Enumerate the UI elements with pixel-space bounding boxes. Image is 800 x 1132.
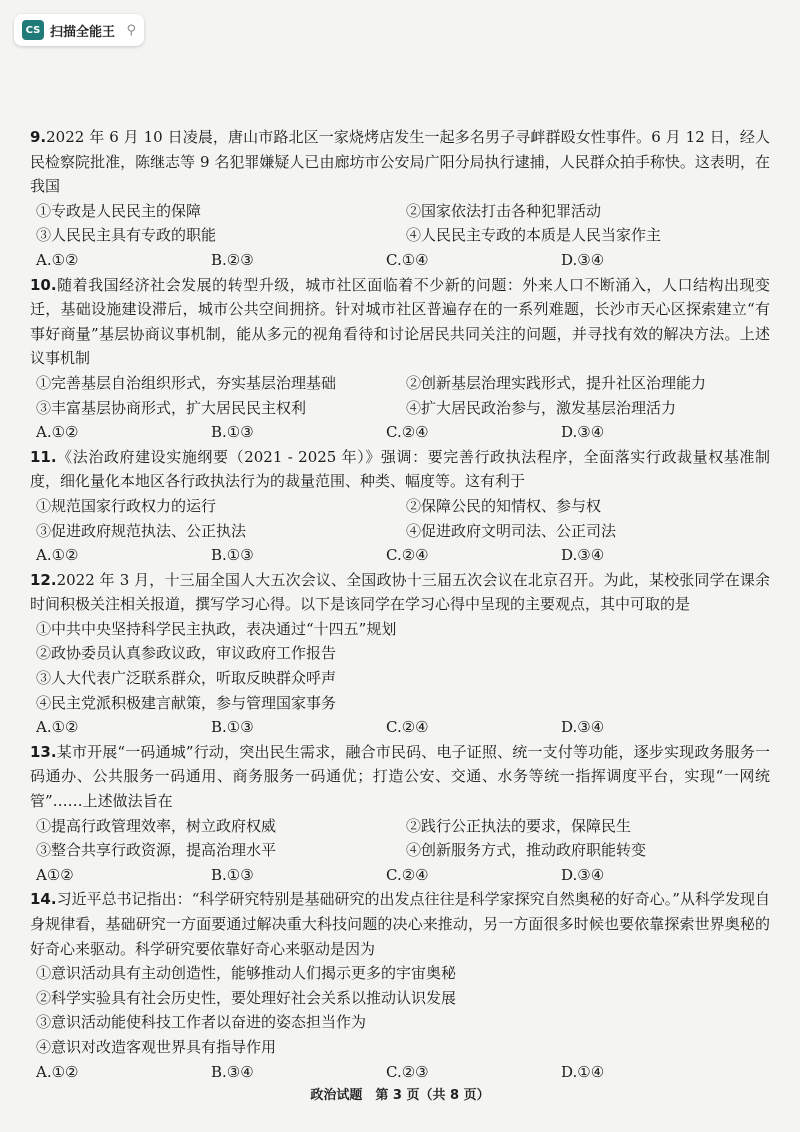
option-a: A.①② xyxy=(36,250,79,269)
option-d: D.③④ xyxy=(561,546,605,565)
option-c: C.②③ xyxy=(386,1062,429,1081)
scanner-watermark-badge xyxy=(14,14,144,46)
question-10 xyxy=(30,273,770,445)
statement-3: ③意识活动能使科技工作者以奋进的姿态担当作为 xyxy=(36,1013,367,1032)
statement-1: ①提高行政管理效率，树立政府权威 xyxy=(36,816,277,835)
question-text: 2022 年 3 月，十三届全国人大五次会议、全国政协十三届五次会议在北京召开。为此，某校张同学在课余时间积极关注相关报道，撰写学习心得。以下是该同学在学习心得中呈现的主要观点，其中可取的是 xyxy=(30,570,770,614)
option-c: C.②④ xyxy=(386,423,429,442)
option-b: B.①③ xyxy=(211,718,254,737)
question-number: 11. xyxy=(30,447,57,466)
search-icon[interactable]: ⚲ xyxy=(126,22,136,38)
option-b: B.①③ xyxy=(211,546,254,565)
statement-4: ④扩大居民政治参与，激发基层治理活力 xyxy=(406,398,677,417)
question-text: 某市开展“一码通城”行动，突出民生需求，融合市民码、电子证照、统一支付等功能，逐步实现政务服务一码通办、公共服务一码通用、商务服务一码通优；打造公安、交通、水务等统一指挥调度平台，实现“一网统管”……上述做法旨在 xyxy=(30,742,770,811)
statement-4: ④民主党派积极建言献策，参与管理国家事务 xyxy=(36,693,337,712)
statement-2: ②政协委员认真参政议政，审议政府工作报告 xyxy=(36,644,337,663)
statement-3: ③丰富基层协商形式，扩大居民民主权利 xyxy=(36,398,307,417)
question-stem xyxy=(30,125,770,199)
statement-3: ③人民民主具有专政的职能 xyxy=(36,226,217,245)
question-stem xyxy=(30,740,770,814)
option-d: D.①④ xyxy=(561,1062,605,1081)
statement-3: ③整合共享行政资源，提高治理水平 xyxy=(36,841,277,860)
page-footer: 政治试题 第 3 页（共 8 页） xyxy=(310,1088,490,1103)
statement-3: ③人大代表广泛联系群众，听取反映群众呼声 xyxy=(36,669,337,688)
question-11 xyxy=(30,445,770,568)
option-c: C.②④ xyxy=(386,865,429,884)
scanner-app-name: 扫描全能王 xyxy=(50,24,116,40)
question-text: 随着我国经济社会发展的转型升级，城市社区面临着不少新的问题：外来人口不断涌入，人口结构出现变迁，基础设施建设滞后，城市公共空间拥挤。针对城市社区普遍存在的一系列难题，长沙市天心区探索建立“有事好商量”基层协商议事机制，能从多元的视角看待和讨论居民共同关注的问题，并寻找有效的解决方法。上述议事机制 xyxy=(30,275,770,368)
statement-4: ④促进政府文明司法、公正司法 xyxy=(406,521,617,540)
statement-1: ①专政是人民民主的保障 xyxy=(36,201,202,220)
statement-4: ④人民民主专政的本质是人民当家作主 xyxy=(406,226,662,245)
question-stem xyxy=(30,568,770,617)
statement-2: ②践行公正执法的要求，保障民生 xyxy=(406,816,632,835)
option-c: C.①④ xyxy=(386,250,429,269)
statement-2: ②国家依法打击各种犯罪活动 xyxy=(406,201,602,220)
statement-4: ④意识对改造客观世界具有指导作用 xyxy=(36,1037,277,1056)
question-number: 14. xyxy=(30,890,57,909)
option-d: D.③④ xyxy=(561,250,605,269)
option-a: A.①② xyxy=(36,718,79,737)
option-d: D.③④ xyxy=(561,423,605,442)
question-12 xyxy=(30,568,770,740)
statement-1: ①完善基层自治组织形式，夯实基层治理基础 xyxy=(36,373,337,392)
option-a: A.①② xyxy=(36,546,79,565)
question-stem xyxy=(30,273,770,371)
option-a: A.①② xyxy=(36,1062,79,1081)
question-stem xyxy=(30,887,770,961)
option-b: B.②③ xyxy=(211,250,254,269)
statement-1: ①规范国家行政权力的运行 xyxy=(36,496,217,515)
question-number: 13. xyxy=(30,742,57,761)
camscanner-logo-icon: CS xyxy=(22,20,44,40)
question-number: 12. xyxy=(30,570,57,589)
question-number: 9. xyxy=(30,128,47,146)
statement-1: ①意识活动具有主动创造性，能够推动人们揭示更多的宇宙奥秘 xyxy=(36,964,457,983)
question-text: 2022 年 6 月 10 日凌晨，唐山市路北区一家烧烤店发生一起多名男子寻衅群殴女性事件。6 月 12 日，经人民检察院批准，陈继志等 9 名犯罪嫌疑人已由廊坊市公安局广阳分局执行逮捕，人民群众拍手称快。这表明，在我国 xyxy=(30,128,770,196)
statement-3: ③促进政府规范执法、公正执法 xyxy=(36,521,247,540)
option-c: C.②④ xyxy=(386,546,429,565)
question-13 xyxy=(30,740,770,888)
question-9 xyxy=(30,125,770,273)
question-text: 《法治政府建设实施纲要（2021 - 2025 年）》强调：要完善行政执法程序，全面落实行政裁量权基准制度，细化量化本地区各行政执法行为的裁量范围、种类、幅度等。这有利于 xyxy=(30,447,770,491)
option-b: B.①③ xyxy=(211,423,254,442)
statement-4: ④创新服务方式，推动政府职能转变 xyxy=(406,841,647,860)
option-d: D.③④ xyxy=(561,865,605,884)
option-b: B.①③ xyxy=(211,865,254,884)
option-a: A①② xyxy=(36,865,74,884)
option-b: B.③④ xyxy=(211,1062,254,1081)
statement-1: ①中共中央坚持科学民主执政，表决通过“十四五”规划 xyxy=(36,619,397,638)
question-text: 习近平总书记指出：“科学研究特别是基础研究的出发点往往是科学家探究自然奥秘的好奇心。”从科学发现自身规律看，基础研究一方面要通过解决重大科技问题的决心来推动，另一方面很多时候也要依靠探索世界奥秘的好奇心来驱动。科学研究要依靠好奇心来驱动是因为 xyxy=(30,890,770,958)
question-number: 10. xyxy=(30,275,57,294)
option-c: C.②④ xyxy=(386,718,429,737)
exam-page-content xyxy=(30,125,770,1084)
option-d: D.③④ xyxy=(561,718,605,737)
statement-2: ②科学实验具有社会历史性，要处理好社会关系以推动认识发展 xyxy=(36,988,457,1007)
statement-2: ②保障公民的知情权、参与权 xyxy=(406,496,602,515)
option-a: A.①② xyxy=(36,423,79,442)
question-14 xyxy=(30,887,770,1084)
statement-2: ②创新基层治理实践形式，提升社区治理能力 xyxy=(406,373,707,392)
question-stem xyxy=(30,445,770,494)
